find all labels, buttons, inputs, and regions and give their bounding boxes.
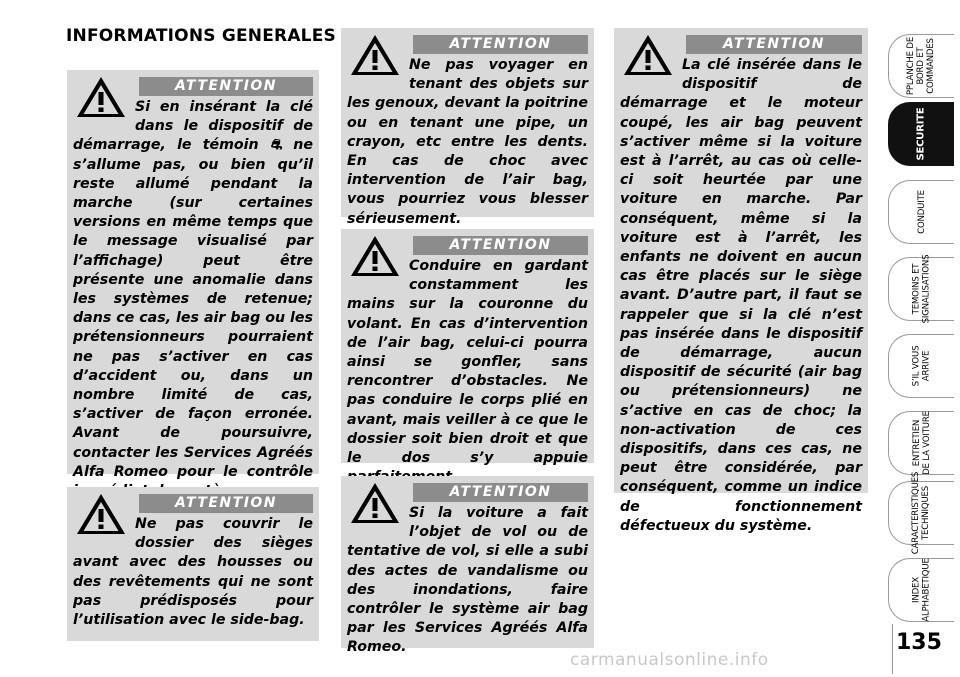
- attention-banner: ATTENTION: [139, 494, 313, 513]
- attention-banner: ATTENTION: [413, 483, 588, 502]
- warning-box-side-bag: [67, 487, 319, 641]
- attention-banner: ATTENTION: [413, 35, 588, 54]
- warning-text: Ne pas voyager en tenant des objets sur les genoux, devant la poitrine ou en tenant une pipe, un crayon, etc entre les dents. En cas de choc avec intervention de l’air bag, vous pourriez vous blesser sérieusement.: [347, 57, 588, 227]
- watermark: carmanualsonline.info: [570, 650, 769, 670]
- attention-banner: ATTENTION: [413, 236, 588, 255]
- warning-text: Si en insérant la clé dans le dispositif de démarrage, le témoin ⛐ ne s’allume pas, ou bien qu’il reste allumé pendant la marche (sur certaines versions en même temps que le message visualisé par l’affichage) peut être présente une anomalie dans les systèmes de retenue; dans ce cas, les air bag ou les prétensionneurs pourraient ne pas s’activer en cas d’accident ou, dans un nombre limité de cas, s’activer de façon erronée. Avant de poursuivre, contacter les Services Agréés Alfa Romeo pour le contrôle: [73, 99, 313, 480]
- tab-label: CONDUITE: [916, 190, 927, 234]
- tab-index[interactable]: [888, 558, 954, 622]
- attention-banner: ATTENTION: [686, 35, 862, 54]
- tab-label: TEMOINS ET SIGNALISATIONS: [911, 254, 932, 324]
- tab-label: SECURITE: [915, 107, 927, 161]
- warning-box-objects: [341, 28, 594, 227]
- tab-planche-de-bord[interactable]: [888, 34, 954, 98]
- warning-text: Si la voiture a fait l’objet de vol ou de tentative de vol, si elle a subi des actes de vandalisme ou des inondations, faire contrôler le système air bag par les Services Agréés Alfa Romeo.: [347, 505, 588, 656]
- warning-text: Conduire en gardant constamment les mains sur la couronne du volant. En cas d’intervention de l’air bag, celui-ci pourra ainsi se gonfler, sans rencontrer d’obstacles. Ne pas conduire le corps plié en avant, mais veiller à ce que le dossier soit bien droit et que le dos s’y appuie: [347, 258, 588, 467]
- tab-conduite[interactable]: [888, 180, 954, 244]
- tab-securite[interactable]: [888, 102, 954, 166]
- warning-box-theft: [341, 476, 594, 656]
- tab-label: CARACTERISTIQUES TECHNIQUES: [911, 471, 932, 555]
- warning-box-steering: [341, 229, 594, 467]
- tab-label: S’IL VOUS ARRIVE: [911, 345, 932, 387]
- tab-label: INDEX ALPHABETIQUE: [911, 558, 932, 622]
- warning-box-indicator: [67, 70, 319, 480]
- warning-text: La clé insérée dans le dispositif de démarrage et le moteur coupé, les air bag peuvent s’activer même si la voiture est à l’arrêt, au cas où celle-ci soit heurtée par une voiture en marche. Par conséquent, même si la voiture est à l’arrêt, les enfants ne doivent en aucun cas être placés sur le siège avant. D’autre part, il faut se rappeler que si la clé n’est pas insérée dans le dispositif de démarrage, aucun dispositif de sécurité (air bag ou prétensionneurs) ne s’active en cas de choc; la non-activation de ces dispositifs, dans ces cas, ne peut être considérée, par conséquent, comme un indice de fonctionnement défectueux du système.: [620, 57, 862, 534]
- attention-banner: ATTENTION: [139, 77, 313, 96]
- page-number: 135: [896, 630, 942, 655]
- tab-temoins[interactable]: [888, 254, 954, 324]
- tab-label: PPLANCHE DE BORD ET COMMANDES: [906, 36, 937, 96]
- tab-label: ENTRETIEN DE LA VOITURE: [911, 411, 932, 475]
- tab-sil-vous-arrive[interactable]: [888, 334, 954, 398]
- warning-box-key-inserted: [614, 28, 868, 534]
- chapter-tabs: [888, 0, 960, 677]
- section-title: INFORMATIONS GENERALES: [66, 26, 336, 46]
- tab-caracteristiques[interactable]: [888, 471, 954, 555]
- tab-entretien[interactable]: [888, 411, 954, 475]
- warning-text: Ne pas couvrir le dossier des sièges avant avec des housses ou des revêtements qui ne sont pas prédisposés pour l’utilisation avec le side-bag.: [73, 516, 313, 629]
